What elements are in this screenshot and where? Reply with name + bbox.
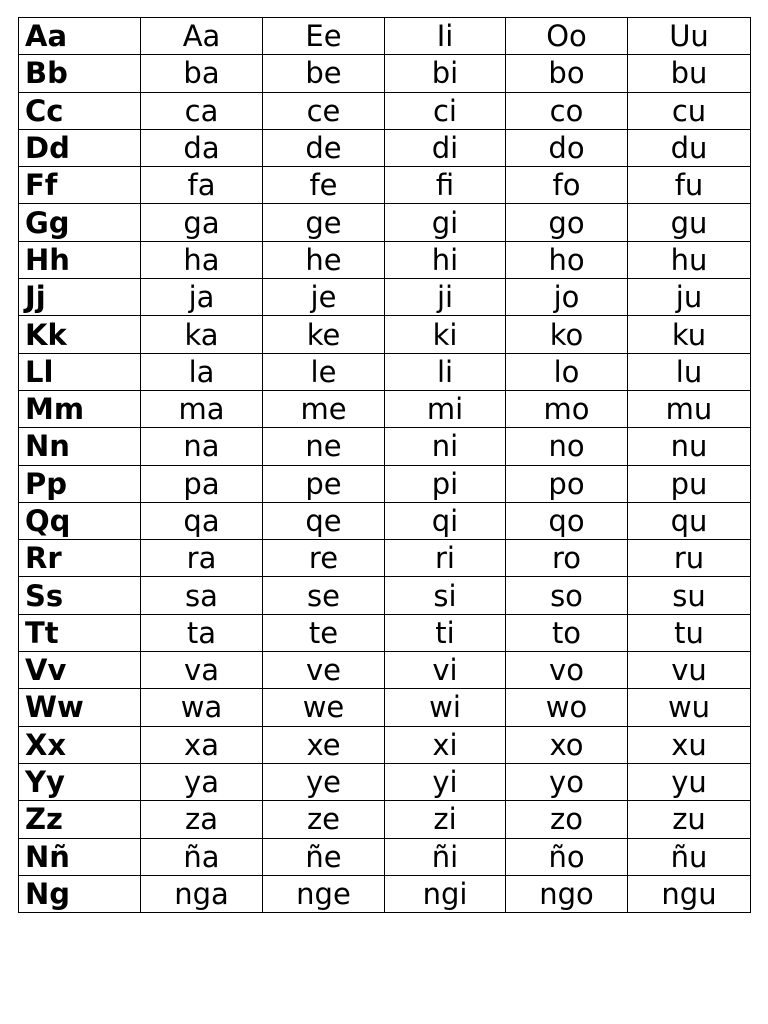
syllable-cell: ze (263, 801, 385, 838)
syllable-cell: lo (506, 353, 628, 390)
syllable-cell: la (141, 353, 263, 390)
letter-cell: Pp (19, 465, 141, 502)
table-row (19, 279, 751, 316)
syllable-cell: Oo (506, 18, 628, 55)
syllable-cell: he (263, 241, 385, 278)
syllable-cell: ma (141, 390, 263, 427)
syllable-cell: ñu (628, 838, 751, 875)
syllable-cell: ta (141, 614, 263, 651)
table-row (19, 55, 751, 92)
letter-cell: Hh (19, 241, 141, 278)
syllable-cell: ya (141, 763, 263, 800)
syllable-cell: de (263, 129, 385, 166)
syllable-cell: xa (141, 726, 263, 763)
syllable-cell: ne (263, 428, 385, 465)
table-row (19, 726, 751, 763)
syllable-cell: hi (385, 241, 506, 278)
syllable-cell: ce (263, 92, 385, 129)
syllable-cell: ho (506, 241, 628, 278)
syllable-cell: tu (628, 614, 751, 651)
letter-cell: Gg (19, 204, 141, 241)
syllable-cell: fu (628, 167, 751, 204)
table-row (19, 390, 751, 427)
syllable-cell: qa (141, 502, 263, 539)
table-row (19, 241, 751, 278)
syllable-cell: mu (628, 390, 751, 427)
letter-cell: Ww (19, 689, 141, 726)
syllable-cell: bu (628, 55, 751, 92)
syllable-cell: ku (628, 316, 751, 353)
syllable-cell: ju (628, 279, 751, 316)
syllable-cell: wa (141, 689, 263, 726)
syllable-cell: pi (385, 465, 506, 502)
table-row (19, 353, 751, 390)
syllable-cell: zu (628, 801, 751, 838)
syllable-cell: ke (263, 316, 385, 353)
syllable-cell: pe (263, 465, 385, 502)
syllable-cell: fa (141, 167, 263, 204)
letter-cell: Cc (19, 92, 141, 129)
syllable-cell: na (141, 428, 263, 465)
syllable-cell: we (263, 689, 385, 726)
syllable-cell: cu (628, 92, 751, 129)
letter-cell: Jj (19, 279, 141, 316)
syllable-cell: za (141, 801, 263, 838)
letter-cell: Dd (19, 129, 141, 166)
syllable-cell: Ii (385, 18, 506, 55)
syllable-cell: to (506, 614, 628, 651)
syllable-cell: ni (385, 428, 506, 465)
syllable-cell: fi (385, 167, 506, 204)
syllable-cell: be (263, 55, 385, 92)
syllable-cell: qu (628, 502, 751, 539)
letter-cell: Mm (19, 390, 141, 427)
syllable-cell: pa (141, 465, 263, 502)
syllable-cell: ngu (628, 875, 751, 912)
syllable-cell: ñi (385, 838, 506, 875)
syllable-cell: se (263, 577, 385, 614)
syllable-cell: vo (506, 652, 628, 689)
syllable-cell: ha (141, 241, 263, 278)
letter-cell: Ll (19, 353, 141, 390)
syllable-cell: mo (506, 390, 628, 427)
syllable-cell: Ee (263, 18, 385, 55)
syllable-cell: ge (263, 204, 385, 241)
letter-cell: Nñ (19, 838, 141, 875)
letter-cell: Ng (19, 875, 141, 912)
table-row (19, 428, 751, 465)
syllable-cell: wo (506, 689, 628, 726)
table-row (19, 838, 751, 875)
letter-cell: Ss (19, 577, 141, 614)
syllable-cell: re (263, 540, 385, 577)
letter-cell: Nn (19, 428, 141, 465)
letter-cell: Tt (19, 614, 141, 651)
syllable-cell: no (506, 428, 628, 465)
syllable-cell: va (141, 652, 263, 689)
syllable-cell: ye (263, 763, 385, 800)
syllable-cell: wi (385, 689, 506, 726)
syllable-cell: Aa (141, 18, 263, 55)
syllable-cell: ja (141, 279, 263, 316)
syllable-cell: nge (263, 875, 385, 912)
letter-cell: Vv (19, 652, 141, 689)
table-row (19, 167, 751, 204)
syllable-cell: vu (628, 652, 751, 689)
table-row (19, 204, 751, 241)
table-row (19, 129, 751, 166)
syllable-cell: ro (506, 540, 628, 577)
table-row (19, 801, 751, 838)
syllable-cell: qe (263, 502, 385, 539)
letter-cell: Qq (19, 502, 141, 539)
syllable-cell: ngi (385, 875, 506, 912)
syllable-cell: fe (263, 167, 385, 204)
syllable-cell: ba (141, 55, 263, 92)
syllable-cell: ti (385, 614, 506, 651)
syllable-cell: do (506, 129, 628, 166)
syllable-table (18, 17, 751, 913)
syllable-cell: yi (385, 763, 506, 800)
syllable-cell: te (263, 614, 385, 651)
table-row (19, 465, 751, 502)
syllable-cell: ngo (506, 875, 628, 912)
table-row (19, 18, 751, 55)
letter-cell: Bb (19, 55, 141, 92)
syllable-cell: ru (628, 540, 751, 577)
table-row (19, 92, 751, 129)
syllable-cell: nu (628, 428, 751, 465)
syllable-cell: jo (506, 279, 628, 316)
syllable-cell: xi (385, 726, 506, 763)
syllable-cell: su (628, 577, 751, 614)
syllable-cell: fo (506, 167, 628, 204)
syllable-cell: co (506, 92, 628, 129)
syllable-cell: go (506, 204, 628, 241)
syllable-cell: du (628, 129, 751, 166)
syllable-cell: yo (506, 763, 628, 800)
syllable-cell: ga (141, 204, 263, 241)
syllable-cell: si (385, 577, 506, 614)
table-row (19, 502, 751, 539)
letter-cell: Xx (19, 726, 141, 763)
syllable-cell: ki (385, 316, 506, 353)
syllable-cell: xu (628, 726, 751, 763)
letter-cell: Yy (19, 763, 141, 800)
letter-cell: Zz (19, 801, 141, 838)
syllable-cell: ji (385, 279, 506, 316)
syllable-cell: qo (506, 502, 628, 539)
letter-cell: Ff (19, 167, 141, 204)
table-row (19, 652, 751, 689)
syllable-cell: gu (628, 204, 751, 241)
table-row (19, 614, 751, 651)
syllable-cell: po (506, 465, 628, 502)
syllable-cell: ka (141, 316, 263, 353)
syllable-cell: Uu (628, 18, 751, 55)
syllable-cell: yu (628, 763, 751, 800)
syllable-cell: sa (141, 577, 263, 614)
table-row (19, 540, 751, 577)
syllable-table-body (19, 18, 751, 913)
table-row (19, 316, 751, 353)
table-row (19, 763, 751, 800)
table-row (19, 875, 751, 912)
syllable-cell: xe (263, 726, 385, 763)
syllable-cell: ñe (263, 838, 385, 875)
syllable-cell: da (141, 129, 263, 166)
syllable-cell: ña (141, 838, 263, 875)
syllable-cell: so (506, 577, 628, 614)
syllable-cell: nga (141, 875, 263, 912)
syllable-cell: vi (385, 652, 506, 689)
syllable-cell: ko (506, 316, 628, 353)
syllable-cell: lu (628, 353, 751, 390)
syllable-cell: xo (506, 726, 628, 763)
syllable-cell: bi (385, 55, 506, 92)
syllable-cell: ci (385, 92, 506, 129)
letter-cell: Aa (19, 18, 141, 55)
syllable-cell: di (385, 129, 506, 166)
syllable-cell: bo (506, 55, 628, 92)
syllable-cell: wu (628, 689, 751, 726)
syllable-cell: zo (506, 801, 628, 838)
syllable-cell: ca (141, 92, 263, 129)
syllable-cell: zi (385, 801, 506, 838)
letter-cell: Kk (19, 316, 141, 353)
syllable-cell: me (263, 390, 385, 427)
syllable-cell: li (385, 353, 506, 390)
syllable-cell: je (263, 279, 385, 316)
table-row (19, 577, 751, 614)
syllable-cell: ño (506, 838, 628, 875)
syllable-cell: mi (385, 390, 506, 427)
letter-cell: Rr (19, 540, 141, 577)
syllable-cell: ra (141, 540, 263, 577)
syllable-cell: le (263, 353, 385, 390)
table-row (19, 689, 751, 726)
syllable-cell: pu (628, 465, 751, 502)
syllable-cell: ve (263, 652, 385, 689)
syllable-cell: ri (385, 540, 506, 577)
syllable-cell: gi (385, 204, 506, 241)
syllable-cell: hu (628, 241, 751, 278)
syllable-cell: qi (385, 502, 506, 539)
